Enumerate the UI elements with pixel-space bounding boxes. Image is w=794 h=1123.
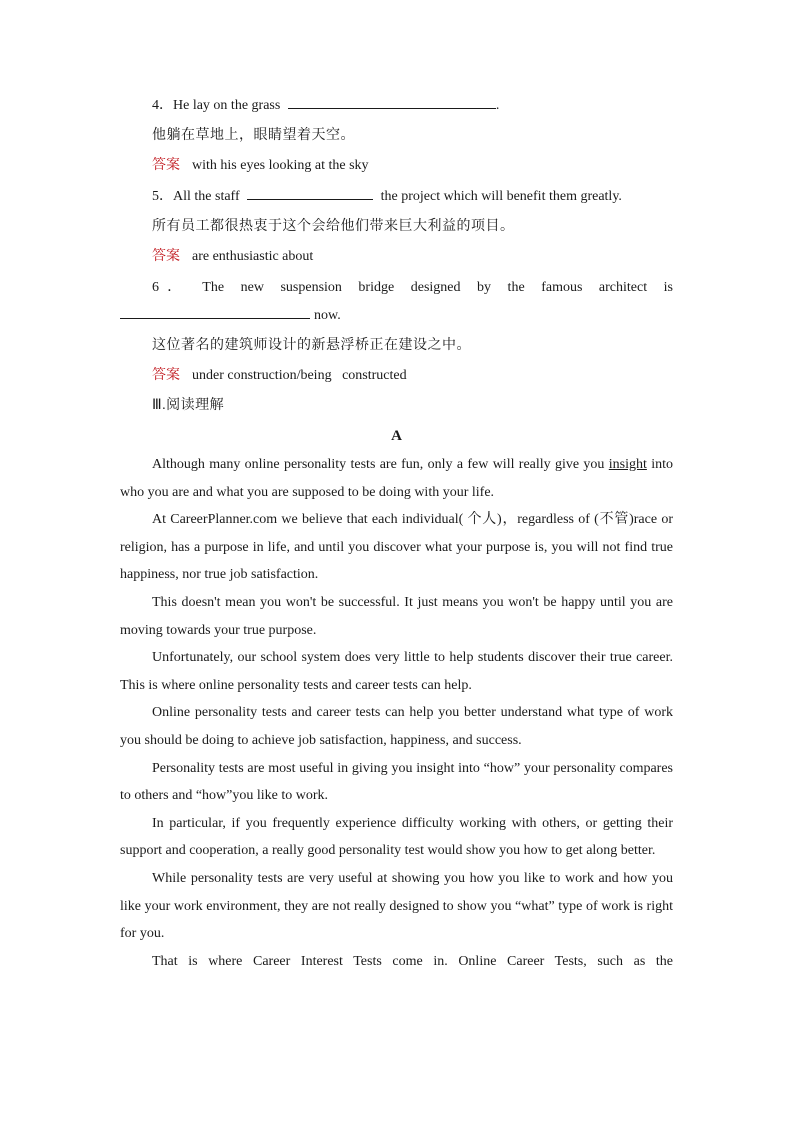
q5-chinese: 所有员工都很热衷于这个会给他们带来巨大利益的项目。 — [152, 218, 515, 234]
paragraph-8: While personality tests are very useful at showing you how you like to work and how you like your work environment, they are not really designed to show you “what” type of work is right for you. — [120, 870, 673, 942]
q4-answer-row — [120, 151, 673, 180]
paragraph-9: That is where Career Interest Tests come in. Online Career Tests, such as the — [152, 953, 673, 969]
q4-prompt: 4．He lay on the grass — [152, 98, 281, 113]
document-page — [120, 92, 673, 975]
q5-answer-label: 答案 — [152, 248, 180, 264]
paragraph-5: Online personality tests and career tests can help you better understand what type of work you should be doing to achieve job satisfaction, happiness, and success. — [120, 705, 673, 748]
q5-answer-row — [120, 242, 673, 271]
q4-blank — [288, 92, 496, 109]
q6-answer: under construction/being constructed — [192, 368, 407, 383]
paragraph-1-a: Although many online personality tests are fun, only a few will really give you — [152, 457, 605, 472]
q6-answer-label: 答案 — [152, 367, 180, 383]
q4-answer: with his eyes looking at the sky — [192, 158, 369, 173]
q5-answer: are enthusiastic about — [192, 249, 314, 264]
q6-rest: now. — [314, 308, 341, 323]
q4-chinese: 他躺在草地上，眼睛望着天空。 — [152, 127, 355, 143]
q5-prompt: 5．All the staff — [152, 189, 240, 204]
paragraph-2: At CareerPlanner.com we believe that each individual( 个人)，regardless of (不管)race or religion, has a purpose in life, and until you discover what your purpose is, you will not find true happiness, nor true job satisfaction. — [120, 512, 673, 583]
paragraph-3: This doesn't mean you won't be successful. It just means you won't be happy until you are moving towards your true purpose. — [120, 594, 673, 638]
paragraph-6: Personality tests are most useful in giving you insight into “how” your personality compares to others and “how”you like to work. — [120, 760, 673, 804]
q5-sentence — [120, 183, 673, 211]
q5-blank — [247, 183, 373, 200]
q6-answer-row — [120, 361, 673, 390]
paragraph-1-b: into who you are and what you are supposed to be doing with your life. — [120, 457, 673, 500]
q4-end: . — [495, 98, 500, 113]
q6-continuation — [120, 302, 673, 330]
section-heading: Ⅲ.阅读理解 — [152, 398, 225, 413]
paragraph-1 — [120, 451, 673, 506]
passage-title: A — [391, 428, 402, 444]
underlined-word-insight: insight — [608, 457, 647, 472]
q4-answer-label: 答案 — [152, 157, 180, 173]
q6-chinese: 这位著名的建筑师设计的新悬浮桥正在建设之中。 — [152, 337, 471, 353]
paragraph-4: Unfortunately, our school system does very little to help students discover their true career. This is where online personality tests and career tests can help. — [120, 650, 673, 693]
paragraph-7: In particular, if you frequently experience difficulty working with others, or getting their support and cooperation, a really good personality test would show you how to get along better. — [120, 815, 673, 859]
q6-sentence: 6 ． The new suspension bridge designed by the famous architect is — [152, 280, 673, 295]
q6-blank — [120, 302, 310, 319]
q5-rest: the project which will benefit them greatly. — [380, 189, 622, 204]
q4-sentence — [120, 92, 673, 120]
